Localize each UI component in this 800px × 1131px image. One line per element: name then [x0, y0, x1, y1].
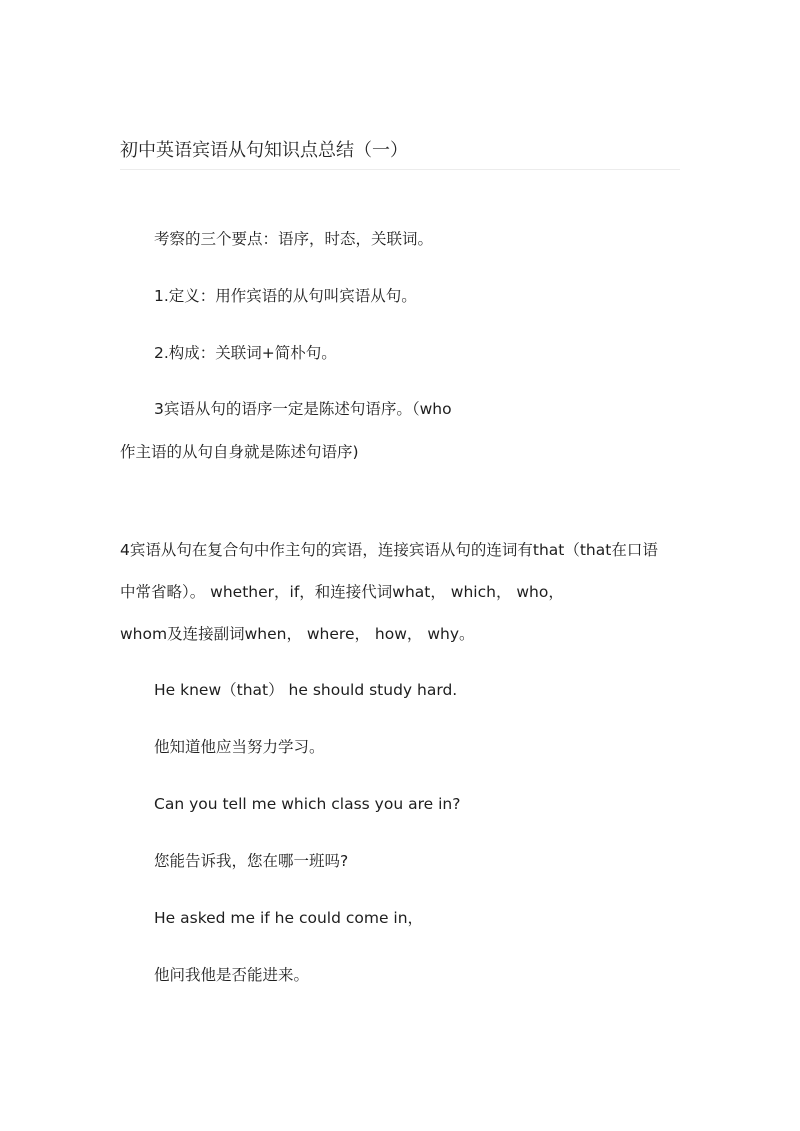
example-english-2: Can you tell me which class you are in? — [154, 795, 461, 813]
example-chinese-2: 您能告诉我，您在哪一班吗? — [154, 852, 349, 870]
paragraph-word-order-line2: 作主语的从句自身就是陈述句语序) — [120, 443, 359, 461]
example-english-3: He asked me if he could come in， — [154, 909, 424, 927]
example-chinese-1: 他知道他应当努力学习。 — [154, 738, 325, 756]
paragraph-key-points: 考察的三个要点：语序，时态，关联词。 — [154, 230, 434, 248]
example-english-1: He knew（that） he should study hard. — [154, 681, 458, 699]
paragraph-connectives-line3: whom及连接副词when， where， how， why。 — [120, 625, 475, 643]
paragraph-structure: 2.构成：关联词+简朴句。 — [154, 344, 337, 362]
paragraph-definition: 1.定义：用作宾语的从句叫宾语从句。 — [154, 287, 417, 305]
title-divider — [120, 169, 680, 170]
paragraph-word-order-line1: 3宾语从句的语序一定是陈述句语序。（who — [154, 400, 452, 418]
paragraph-connectives-line1: 4宾语从句在复合句中作主句的宾语，连接宾语从句的连词有that（that在口语 — [120, 541, 658, 559]
document-title: 初中英语宾语从句知识点总结（一） — [120, 140, 408, 161]
example-chinese-3: 他问我他是否能进来。 — [154, 966, 310, 984]
paragraph-connectives-line2: 中常省略）。 whether，if，和连接代词what， which， who， — [120, 583, 564, 601]
